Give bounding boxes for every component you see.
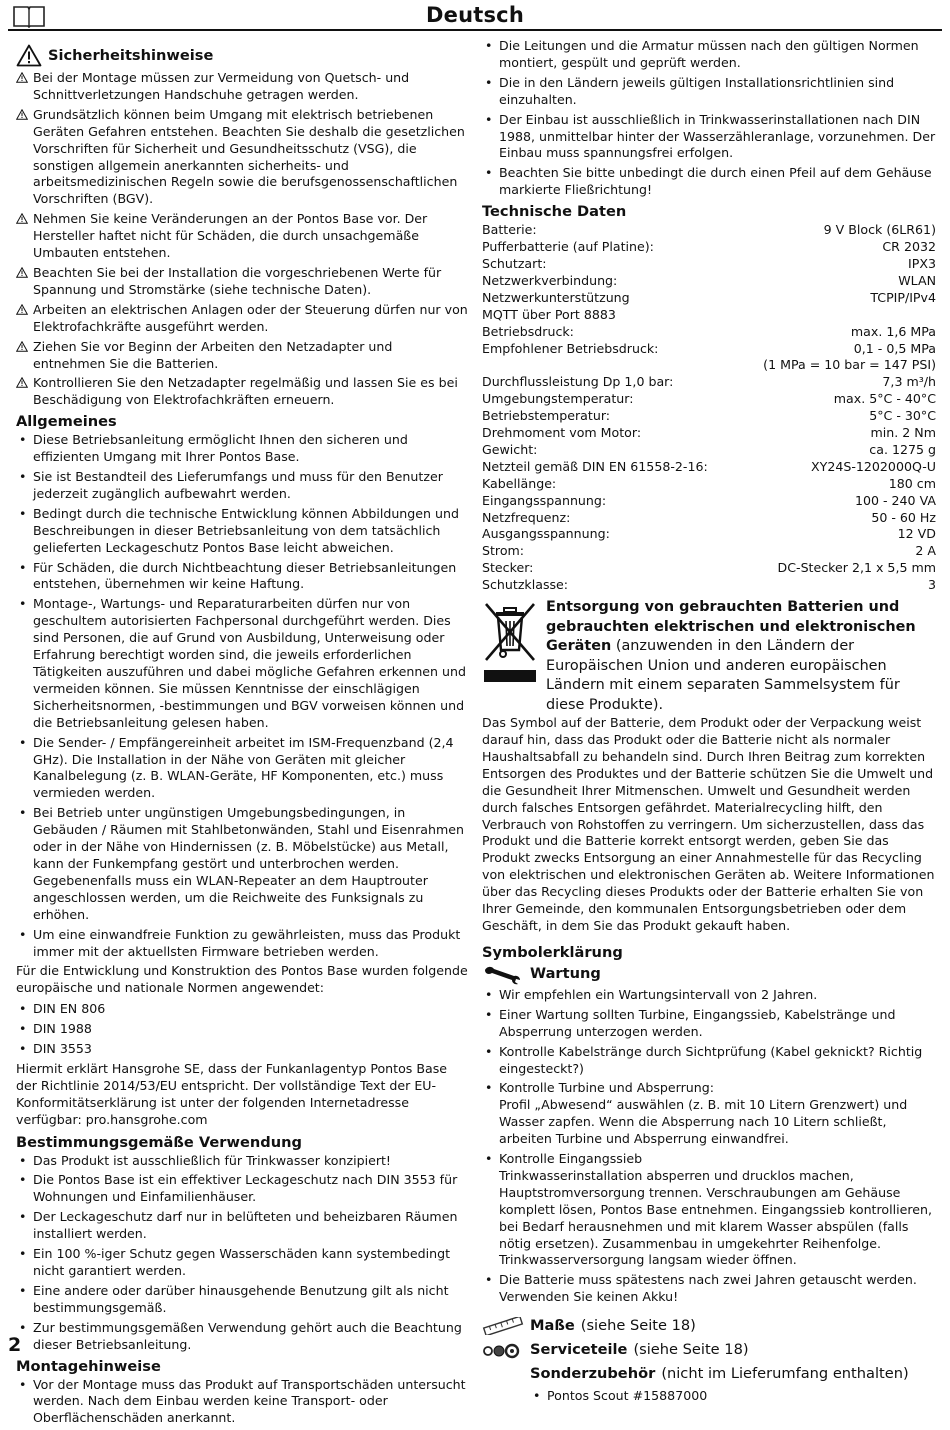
spec-value: XY24S-1202000Q-U — [811, 458, 936, 474]
spec-value: TCPIP/IPv4 — [870, 289, 936, 305]
norm-item: • DIN 1988 — [16, 1021, 468, 1038]
maintenance-item-text: Einer Wartung sollten Turbine, Eingangssieb, Kabelstränge und Absperrung unterzogen werden. — [499, 1006, 896, 1039]
spec-label: Pufferbatterie (auf Platine): — [482, 239, 654, 255]
spec-label: Schutzart: — [482, 255, 547, 271]
tech-title: Technische Daten — [482, 203, 627, 221]
norm-item: • DIN EN 806 — [16, 1001, 468, 1018]
safety-item — [16, 70, 468, 104]
spec-label: Batterie: — [482, 222, 537, 238]
accessories-title: Sonderzubehör — [530, 1365, 656, 1383]
page-number: 2 — [8, 1334, 22, 1356]
maintenance-item-text: Kontrolle Turbine und Absperrung: — [499, 1080, 714, 1096]
spec-value: WLAN — [898, 272, 936, 288]
maintenance-item-text: Wir empfehlen ein Wartungsintervall von 2 Jahren. — [499, 986, 818, 1002]
spec-value: 5°C - 30°C — [869, 408, 936, 424]
warning-icon — [16, 377, 28, 388]
accessories-line — [482, 1364, 936, 1384]
safety-item-text: Beachten Sie bei der Installation die vorgeschriebenen Werte für Spannung und Stromstärke (siehe technische Daten). — [33, 264, 442, 297]
table-row — [482, 307, 936, 324]
disposal-block — [482, 598, 936, 715]
spec-label: Eingangsspannung: — [482, 492, 607, 508]
safety-item-text: Nehmen Sie keine Veränderungen an der Pontos Base vor. Der Hersteller haftet nicht für Schäden, die durch unsachgemäße Umbauten entstehen. — [33, 211, 428, 261]
safety-item-text: Bei der Montage müssen zur Vermeidung von Quetsch- und Schnittverletzungen Handschuhe getragen werden. — [33, 70, 410, 102]
table-row — [482, 493, 936, 510]
table-row — [482, 510, 936, 527]
spec-value: DC-Stecker 2,1 x 5,5 mm — [777, 560, 936, 576]
assembly-list-continued — [482, 38, 936, 199]
warning-icon — [16, 109, 28, 120]
spec-label: Strom: — [482, 543, 525, 559]
spec-value: 7,3 m³/h — [882, 374, 936, 390]
table-row — [482, 560, 936, 577]
list-item: • Bedingt durch die technische Entwicklung können Abbildungen und Beschreibungen in dieser Betriebsanleitung von dem tatsächlich gelieferten Leckageschutz Pontos Base leicht abweichen. — [16, 506, 468, 557]
safety-item — [16, 302, 468, 336]
safety-item — [16, 107, 468, 208]
spec-value: CR 2032 — [882, 239, 936, 255]
list-item: • Der Leckageschutz darf nur in belüfteten und beheizbaren Räumen installiert werden. — [16, 1209, 468, 1243]
table-row — [482, 341, 936, 358]
warning-icon — [16, 72, 28, 83]
safety-item-text: Kontrollieren Sie den Netzadapter regelmäßig und lassen Sie es bei Beschädigung von Elektrofachkräften erneuern. — [33, 375, 458, 408]
left-column — [16, 44, 468, 1430]
tech-table — [482, 222, 936, 594]
list-item: • Das Produkt ist ausschließlich für Trinkwasser konzipiert! — [16, 1153, 468, 1170]
ruler-icon — [482, 1317, 524, 1335]
table-row — [482, 391, 936, 408]
list-item: • Vor der Montage muss das Produkt auf Transportschäden untersucht werden. Nach dem Einbau werden keine Transport- oder Oberflächenschäden anerkannt. — [16, 1377, 468, 1428]
table-row — [482, 408, 936, 425]
list-item: • Sie ist Bestandteil des Lieferumfangs und muss für den Benutzer jederzeit zugänglich aufbewahrt werden. — [16, 469, 468, 503]
spares-ref: (siehe Seite 18) — [633, 1341, 749, 1359]
warning-icon — [16, 267, 28, 278]
safety-item-text: Arbeiten an elektrischen Anlagen oder der Steuerung dürfen nur von Elektrofachkräfte ausgeführt werden. — [33, 301, 468, 334]
declaration-text: Hiermit erklärt Hansgrohe SE, dass der Funkanlagentyp Pontos Base der Richtlinie 2014/53/EU entspricht. Der vollständige Text der EU-Konformitätserklärung ist unter der folgenden Internetadresse verfügbar: pro.hansgrohe.com — [16, 1060, 448, 1127]
spare-parts-icon — [482, 1341, 524, 1359]
spec-label: Netzwerkverbindung: — [482, 272, 618, 288]
spec-label: Kabellänge: — [482, 475, 557, 491]
intended-use-title: Bestimmungsgemäße Verwendung — [16, 1133, 302, 1151]
spec-value: 100 - 240 VA — [854, 492, 936, 508]
list-item: • Die Leitungen und die Armatur müssen nach den gültigen Normen montiert, gespült und geprüft werden. — [482, 38, 936, 72]
maintenance-item-detail: Trinkwasserinstallation absperren und drucklos machen, Hauptstromversorgung trennen. Verschraubungen am Gehäuse komplett lösen, Pontos Base entnehmen. Eingangssieb kontrollieren, bei Bedarf herausnehmen und mit klarem Wasser abspülen (falls nötig ersetzen). Zusammenbau in umgekehrter Reihenfolge. Trinkwasserversorgung langsam wieder öffnen. — [499, 1167, 932, 1268]
page-title: Deutsch — [426, 3, 524, 27]
assembly-list — [16, 1377, 468, 1428]
maintenance-item — [482, 1044, 936, 1078]
accessory-item: • Pontos Scout #15887000 — [530, 1388, 936, 1405]
spec-label: Netzwerkunterstützung — [482, 289, 630, 305]
spec-value: 9 V Block (6LR61) — [823, 222, 936, 238]
right-column — [482, 38, 936, 1408]
spec-label: Empfohlener Betriebsdruck: — [482, 340, 659, 356]
list-item: • Montage-, Wartungs- und Reparaturarbeiten dürfen nur von geschultem autorisierten Fachpersonal durchgeführt werden. Dies sind Personen, die auf Grund von Ausbildung, Unterweisung oder Erfahrung berechtigt worden sind, die jeweils erforderlichen Tätigkeiten auszuführen und dabei mögliche Gefahren erkennen und vermeiden können. Sie müssen Kenntnisse der einschlägigen Sicherheitsnormen, -bestimmungen und BGV vorweisen können und die Betriebsanleitung gelesen haben. — [16, 596, 468, 731]
maintenance-list — [482, 987, 936, 1306]
warning-icon — [16, 44, 42, 67]
table-row — [482, 256, 936, 273]
dimensions-line — [482, 1316, 936, 1336]
header-rule — [8, 29, 942, 31]
spec-label: Stecker: — [482, 560, 534, 576]
spec-label: MQTT über Port 8883 — [482, 306, 616, 322]
disposal-text: Das Symbol auf der Batterie, dem Produkt oder der Verpackung weist darauf hin, dass das Produkt oder die Batterie nicht als normaler Haushaltsabfall zu behandeln sind. Durch Ihren Beitrag zum korrekten Entsorgen des Produktes und der Batterie schützen Sie die Umwelt und die Gesundheit Ihrer Mitmenschen. Umwelt und Gesundheit werden durch falsches Entsorgen gefährdet. Materialrecycling hilft, den Verbrauch von Rohstoffen zu verringern. Um sicherzustellen, dass das Produkt und die Batterie korrekt entsorgt werden, geben Sie das Produkt zwecks Entsorgung an einer Annahmestelle für das Recycling von elektrischen und elektronischen Geräten ab. Weitere Informationen über das Recycling dieses Produkts oder der Batterie erhalten Sie von Ihrer Gemeinde, den kommunalen Entsorgungsbetrieben oder dem Geschäft, in dem Sie das Produkt gekauft haben. — [482, 715, 935, 933]
disposal-subtitle: (anzuwenden in den Ländern der Europäischen Union und anderen europäischen Ländern mit einem separaten Sammelsystem für diese Produkte). — [546, 638, 900, 713]
spec-value: ca. 1275 g — [869, 441, 936, 457]
list-item: • Beachten Sie bitte unbedingt die durch einen Pfeil auf dem Gehäuse markierte Fließrichtung! — [482, 165, 936, 199]
table-row — [482, 357, 936, 374]
maintenance-title: Wartung — [530, 965, 601, 983]
spec-value — [739, 307, 936, 324]
table-row — [482, 324, 936, 341]
spec-value: max. 1,6 MPa — [850, 323, 936, 339]
warning-icon — [16, 304, 28, 315]
list-item: • Bei Betrieb unter ungünstigen Umgebungsbedingungen, in Gebäuden / Räumen mit Stahlbetonwänden, Stahl und Eisenrahmen oder in der Nähe von Hindernissen (z. B. Möbelstücke) aus Metall, kann der Funkempfang gestört und unterbrochen werden. Gegebenenfalls muss ein WLAN-Repeater an dem Hauptrouter angeschlossen werden, um die Reichweite des Funksignals zu erhöhen. — [16, 805, 468, 923]
spec-label: Durchflussleistung Dp 1,0 bar: — [482, 374, 674, 390]
spec-value: 0,1 - 0,5 MPa — [853, 340, 936, 356]
table-row — [482, 222, 936, 239]
disposal-title: Entsorgung von gebrauchten Batterien und gebrauchten elektrischen und elektronischen Geräten — [546, 599, 916, 655]
list-item: • Die Pontos Base ist ein effektiver Leckageschutz nach DIN 3553 für Wohnungen und Einfamilienhäuser. — [16, 1172, 468, 1206]
safety-list — [16, 70, 468, 409]
table-row — [482, 577, 936, 594]
spec-value: 12 VD — [897, 526, 936, 542]
wrench-icon — [482, 964, 522, 986]
list-item: • Für Schäden, die durch Nichtbeachtung dieser Betriebsanleitungen entstehen, übernehmen wir keine Haftung. — [16, 560, 468, 594]
safety-item — [16, 339, 468, 373]
spec-label: Ausgangsspannung: — [482, 526, 610, 542]
list-item: • Um eine einwandfreie Funktion zu gewährleisten, muss das Produkt immer mit der aktuellsten Firmware betrieben werden. — [16, 927, 468, 961]
spec-label: Drehmoment vom Motor: — [482, 425, 642, 441]
maintenance-item — [482, 1080, 936, 1148]
symbols-title: Symbolerklärung — [482, 943, 623, 961]
maintenance-item-text: Kontrolle Kabelstränge durch Sichtprüfung (Kabel geknickt? Richtig eingesteckt?) — [499, 1043, 923, 1076]
spec-label: Gewicht: — [482, 441, 538, 457]
maintenance-item-text: Die Batterie muss spätestens nach zwei Jahren getauscht werden. Verwenden Sie keinen Akku! — [499, 1272, 917, 1305]
dimensions-ref: (siehe Seite 18) — [580, 1317, 696, 1335]
table-row — [482, 543, 936, 560]
table-row — [482, 374, 936, 391]
crossed-bin-icon — [482, 598, 538, 688]
safety-item — [16, 265, 468, 299]
maintenance-item — [482, 1007, 936, 1041]
spec-value: (1 MPa = 10 bar = 147 PSI) — [763, 357, 936, 373]
list-item: • Ein 100 %-iger Schutz gegen Wasserschäden kann systembedingt nicht garantiert werden. — [16, 1246, 468, 1280]
spec-value: 3 — [927, 577, 936, 593]
safety-title: Sicherheitshinweise — [48, 47, 214, 64]
safety-item — [16, 375, 468, 409]
spec-value: max. 5°C - 40°C — [833, 391, 936, 407]
intended-use-list — [16, 1153, 468, 1354]
list-item: • Eine andere oder darüber hinausgehende Benutzung gilt als nicht bestimmungsgemäß. — [16, 1283, 468, 1317]
safety-heading — [16, 44, 468, 67]
spec-value: 2 A — [915, 543, 936, 559]
accessories-ref: (nicht im Lieferumfang enthalten) — [661, 1365, 909, 1383]
assembly-title: Montagehinweise — [16, 1357, 161, 1375]
maintenance-item — [482, 1272, 936, 1306]
table-row — [482, 459, 936, 476]
safety-item — [16, 211, 468, 262]
safety-item-text: Grundsätzlich können beim Umgang mit elektrisch betriebenen Geräten Gefahren entstehen. Beachten Sie deshalb die gesetzlichen Vorschriften für Sicherheit und Gesundheitsschutz (VSG), die sonstigen allgemein anerkannten sicherheits- und arbeitsmedizinischen Regeln sowie die berufsgenossenschaftlichen Vorschriften (BGV). — [33, 106, 465, 207]
general-title: Allgemeines — [16, 413, 117, 431]
table-row — [482, 290, 936, 307]
spares-title: Serviceteile — [530, 1341, 628, 1359]
spec-label: Schutzklasse: — [482, 577, 569, 593]
table-row — [482, 273, 936, 290]
maintenance-item-detail: Profil „Abwesend“ auswählen (z. B. mit 10 Litern Grenzwert) und Wasser zapfen. Wenn die Absperrung nach 10 Litern schließt, arbeiten Turbine und Absperrung einwandfrei. — [499, 1097, 908, 1147]
maintenance-item-text: Kontrolle Eingangssieb — [499, 1151, 643, 1167]
spec-value: min. 2 Nm — [870, 425, 936, 441]
spec-value: IPX3 — [908, 255, 936, 271]
maintenance-heading — [482, 964, 936, 986]
disposal-heading — [546, 598, 936, 715]
norms-list — [16, 1001, 468, 1058]
spec-label: Netzfrequenz: — [482, 509, 571, 525]
list-item: • Die in den Ländern jeweils gültigen Installationsrichtlinien sind einzuhalten. — [482, 75, 936, 109]
maintenance-item — [482, 1151, 936, 1269]
table-row — [482, 442, 936, 459]
warning-icon — [16, 341, 28, 352]
spec-value: 50 - 60 Hz — [871, 509, 936, 525]
norms-intro: Für die Entwicklung und Konstruktion des Pontos Base wurden folgende europäische und nationale Normen angewendet: — [16, 963, 468, 996]
warning-icon — [16, 213, 28, 224]
table-row — [482, 425, 936, 442]
spec-label: Umgebungstemperatur: — [482, 391, 634, 407]
list-item: • Die Sender- / Empfängereinheit arbeitet im ISM-Frequenzband (2,4 GHz). Die Installation in der Nähe von Geräten mit gleicher Kanalbelegung (z. B. WLAN-Geräte, HF Komponenten, etc.) muss vermieden werden. — [16, 735, 468, 803]
general-list — [16, 432, 468, 960]
accessories-list — [530, 1388, 936, 1405]
spec-label — [482, 357, 739, 374]
spares-line — [482, 1340, 936, 1360]
list-item: • Diese Betriebsanleitung ermöglicht Ihnen den sicheren und effizienten Umgang mit Ihrer Pontos Base. — [16, 432, 468, 466]
norm-item: • DIN 3553 — [16, 1041, 468, 1058]
spec-label: Betriebstemperatur: — [482, 408, 611, 424]
safety-item-text: Ziehen Sie vor Beginn der Arbeiten den Netzadapter und entnehmen Sie die Batterien. — [33, 338, 393, 371]
list-item: • Zur bestimmungsgemäßen Verwendung gehört auch die Beachtung dieser Betriebsanleitung. — [16, 1320, 468, 1354]
table-row — [482, 476, 936, 493]
table-row — [482, 526, 936, 543]
dimensions-title: Maße — [530, 1317, 575, 1335]
maintenance-item — [482, 987, 936, 1004]
spec-value: 180 cm — [888, 475, 936, 491]
table-row — [482, 239, 936, 256]
spec-label: Netzteil gemäß DIN EN 61558-2-16: — [482, 458, 708, 474]
spec-label: Betriebsdruck: — [482, 323, 574, 339]
list-item: • Der Einbau ist ausschließlich in Trinkwasserinstallationen nach DIN 1988, unmittelbar hinter der Wasserzähleranlage, vorzunehmen. Der Einbau muss spannungsfrei erfolgen. — [482, 112, 936, 163]
